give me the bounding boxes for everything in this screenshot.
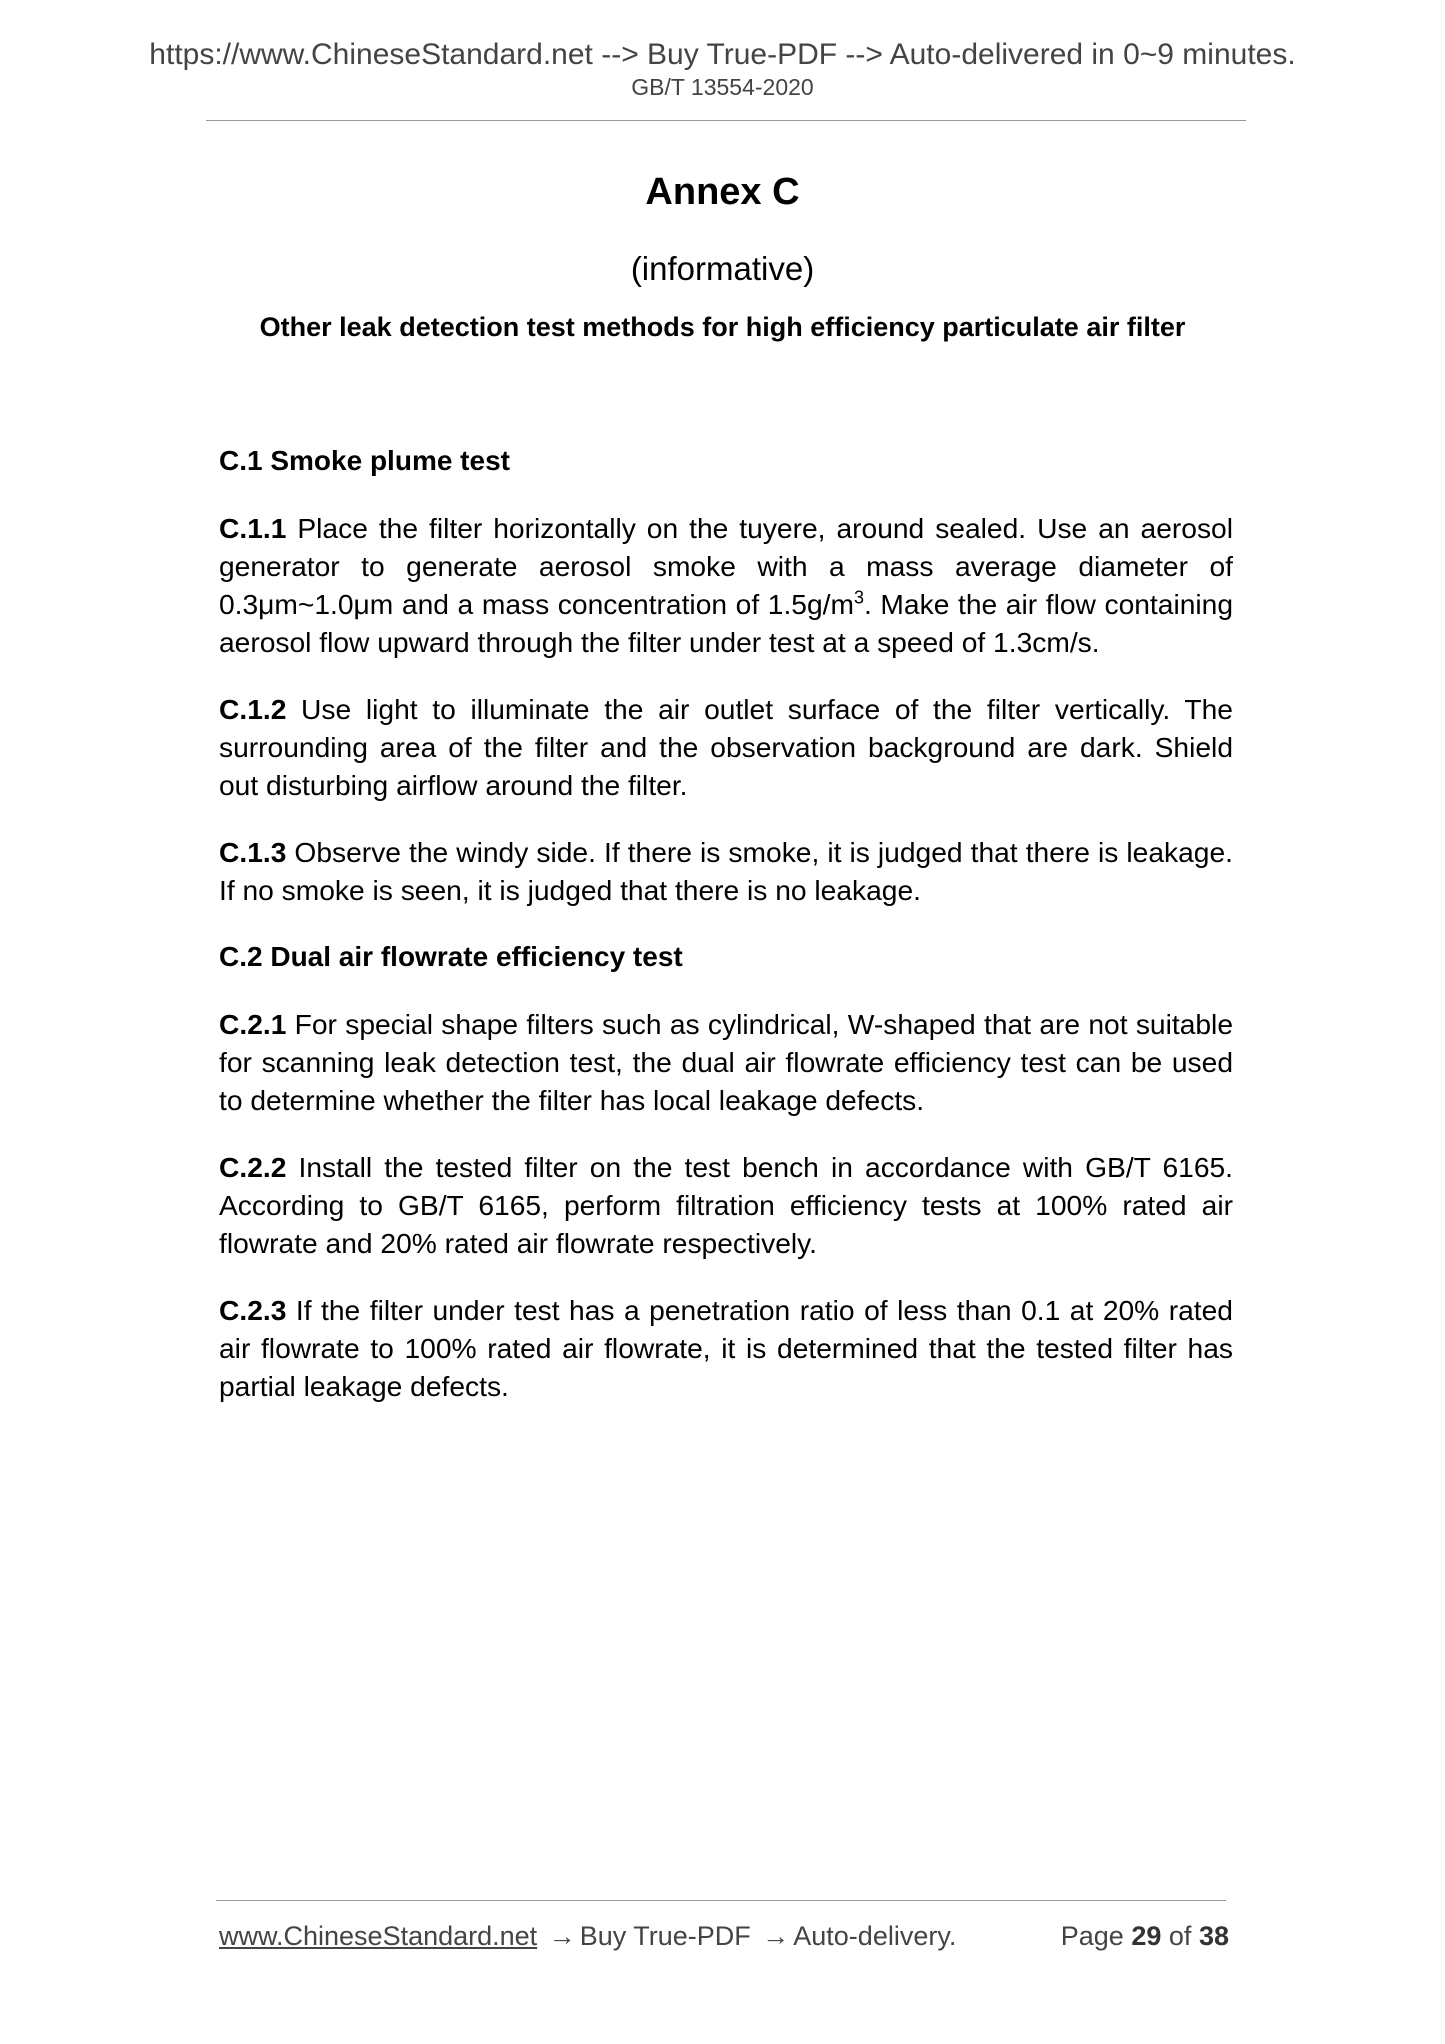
- superscript: 3: [853, 587, 864, 608]
- clause-c1-1: [219, 509, 1233, 661]
- section-heading-c2: C.2 Dual air flowrate efficiency test: [219, 941, 683, 972]
- clause-text: Use light to illuminate the air outlet surface of the filter vertically. The surrounding area of the filter and the observation background are dark. Shield out disturbing airflow around the filter.: [219, 693, 1233, 801]
- clause-text: If the filter under test has a penetration ratio of less than 0.1 at 20% rated air flowrate to 100% rated air flowrate, it is determined that the tested filter has partial leakage defects.: [219, 1294, 1233, 1402]
- clause-text: Place the filter horizontally on the tuyere, around sealed. Use an aerosol generator to generate aerosol smoke with a mass average diameter of 0.3μm~1.0μm and a mass concentration of 1.5g/m: [219, 512, 1233, 620]
- clause-c1-2: [219, 690, 1233, 804]
- clause-c2-1: [219, 1005, 1233, 1119]
- clause-c2-3: [219, 1291, 1233, 1405]
- footer-auto-text: Auto-delivery.: [793, 1921, 957, 1951]
- annex-title: Annex C: [645, 171, 800, 213]
- annex-type: (informative): [630, 250, 815, 287]
- clause-number: C.2.2: [219, 1151, 287, 1183]
- header-divider: [206, 120, 1246, 121]
- page-label: Page: [1060, 1921, 1124, 1951]
- clause-number: C.2.1: [219, 1008, 287, 1040]
- clause-number: C.2.3: [219, 1294, 287, 1326]
- page-footer: [219, 1920, 1229, 1952]
- clause-c1-3: [219, 833, 1233, 909]
- document-body: [219, 442, 1233, 1434]
- clause-number: C.1.3: [219, 836, 287, 868]
- clause-text: Observe the windy side. If there is smoke, it is judged that there is leakage. If no smoke is seen, it is judged that there is no leakage.: [219, 836, 1233, 906]
- page-indicator: [1061, 1920, 1229, 1952]
- annex-subtitle: Other leak detection test methods for high efficiency particulate air filter: [259, 312, 1186, 342]
- clause-c2-2: [219, 1148, 1233, 1262]
- top-banner-link[interactable]: https://www.ChineseStandard.net --> Buy True-PDF --> Auto-delivered in 0~9 minutes.: [149, 38, 1296, 71]
- standard-code: GB/T 13554-2020: [631, 74, 814, 100]
- clause-number: C.1.2: [219, 693, 287, 725]
- of-label: of: [1168, 1921, 1192, 1951]
- clause-text: For special shape filters such as cylindrical, W-shaped that are not suitable for scanning leak detection test, the dual air flowrate efficiency test can be used to determine whether the filter has local leakage defects.: [219, 1008, 1233, 1116]
- arrow-right-icon: →: [548, 1921, 576, 1951]
- footer-divider: [216, 1900, 1226, 1901]
- footer-site-link[interactable]: www.ChineseStandard.net: [219, 1921, 538, 1951]
- section-heading-c1: C.1 Smoke plume test: [219, 445, 510, 476]
- footer-buy-text: Buy True-PDF: [579, 1921, 751, 1951]
- clause-number: C.1.1: [219, 512, 287, 544]
- clause-text: Install the tested filter on the test bench in accordance with GB/T 6165. According to GB/T 6165, perform filtration efficiency tests at 100% rated air flowrate and 20% rated air flowrate respectively.: [219, 1151, 1233, 1259]
- page-number: 29: [1131, 1921, 1162, 1951]
- page-total: 38: [1198, 1921, 1229, 1951]
- arrow-right-icon: →: [762, 1921, 790, 1951]
- clause-text: . Make the air flow containing aerosol flow upward through the filter under test at a speed of 1.3cm/s.: [219, 588, 1233, 658]
